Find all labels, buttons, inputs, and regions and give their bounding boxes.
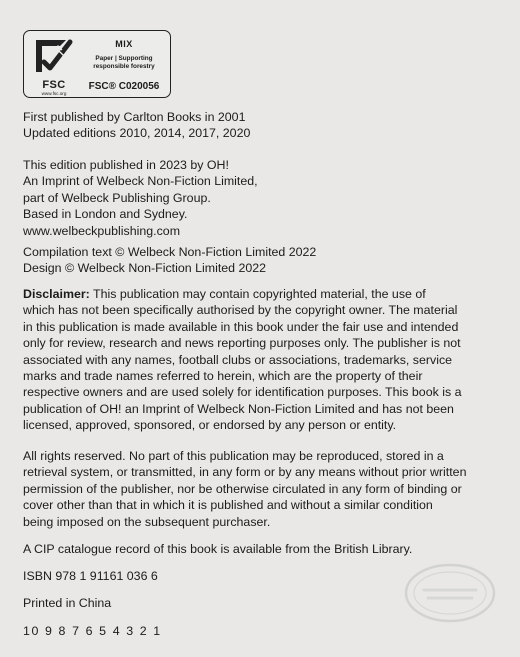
fsc-tree-checkmark-icon — [32, 36, 76, 84]
rights-line: retrieval system, or transmitted, in any form or by any means without prior written — [23, 465, 467, 480]
design-copyright: Design © Welbeck Non-Fiction Limited 2022 — [23, 261, 267, 276]
rights-line: All rights reserved. No part of this publication may be reproduced, stored in a — [23, 449, 444, 463]
compilation-copyright: Compilation text © Welbeck Non-Fiction Limited 2022 — [23, 245, 317, 259]
disclaimer-line: in this publication is made available in this book under the fair use and intended — [23, 319, 459, 334]
disclaimer-first-text: This publication may contain copyrighted material, the use of — [89, 287, 426, 301]
rights-reserved — [23, 448, 497, 530]
imprint-line: An Imprint of Welbeck Non-Fiction Limited, — [23, 174, 258, 189]
first-published-line: First published by Carlton Books in 2001 — [23, 110, 246, 124]
printed-in: Printed in China — [23, 596, 112, 610]
edition-info — [23, 157, 497, 239]
rights-line: permission of the publisher, nor be otherwise circulated in any form of binding or — [23, 481, 462, 496]
cip-record: A CIP catalogue record of this book is available from the British Library. — [23, 542, 413, 556]
fsc-paper-line: Paper | Supporting — [95, 55, 153, 62]
group-line: part of Welbeck Publishing Group. — [23, 190, 211, 205]
disclaimer — [23, 286, 497, 434]
disclaimer-line: marks and trade names referred to herein, which are the property of their — [23, 369, 423, 384]
disclaimer-line: licensed, approved, sponsored, or endorsed by any person or entity. — [23, 418, 397, 433]
disclaimer-line: which has not been specifically authorised by the copyright owner. The material — [23, 303, 458, 318]
rights-line: being imposed on the subsequent purchaser. — [23, 514, 271, 529]
disclaimer-line: respective owners and are used solely for identification purposes. This book is a — [23, 385, 462, 400]
fsc-mix-label: MIX — [115, 39, 133, 49]
location-line: Based in London and Sydney. — [23, 207, 188, 222]
copyright-notices — [23, 244, 497, 277]
disclaimer-heading: Disclaimer: — [23, 287, 90, 301]
fsc-url-text: www.fsc.org — [41, 91, 67, 96]
fsc-brand-text: FSC — [42, 79, 66, 91]
disclaimer-first-line — [23, 286, 497, 302]
edition-line: This edition published in 2023 by OH! — [23, 158, 229, 172]
fsc-certification-label — [23, 30, 171, 98]
disclaimer-line: only for review, research and news reporting purposes only. The publisher is not — [23, 336, 461, 351]
updated-editions-line: Updated editions 2010, 2014, 2017, 2020 — [23, 126, 251, 141]
disclaimer-line: associated with any names, football clubs or associations, trademarks, service — [23, 352, 453, 367]
seal-stamp-watermark — [402, 560, 498, 626]
fsc-forestry-line: responsible forestry — [93, 63, 155, 70]
print-run-numbers: 10 9 8 7 6 5 4 3 2 1 — [23, 624, 162, 638]
fsc-license-code: FSC® C020056 — [88, 81, 160, 92]
rights-line: cover other than that in which it is published and without a similar condition — [23, 498, 433, 513]
isbn: ISBN 978 1 91161 036 6 — [23, 569, 158, 583]
disclaimer-line: publication of OH! an Imprint of Welbeck Non-Fiction Limited and has not been — [23, 401, 454, 416]
publication-history — [23, 109, 497, 142]
website-line: www.welbeckpublishing.com — [23, 223, 181, 238]
